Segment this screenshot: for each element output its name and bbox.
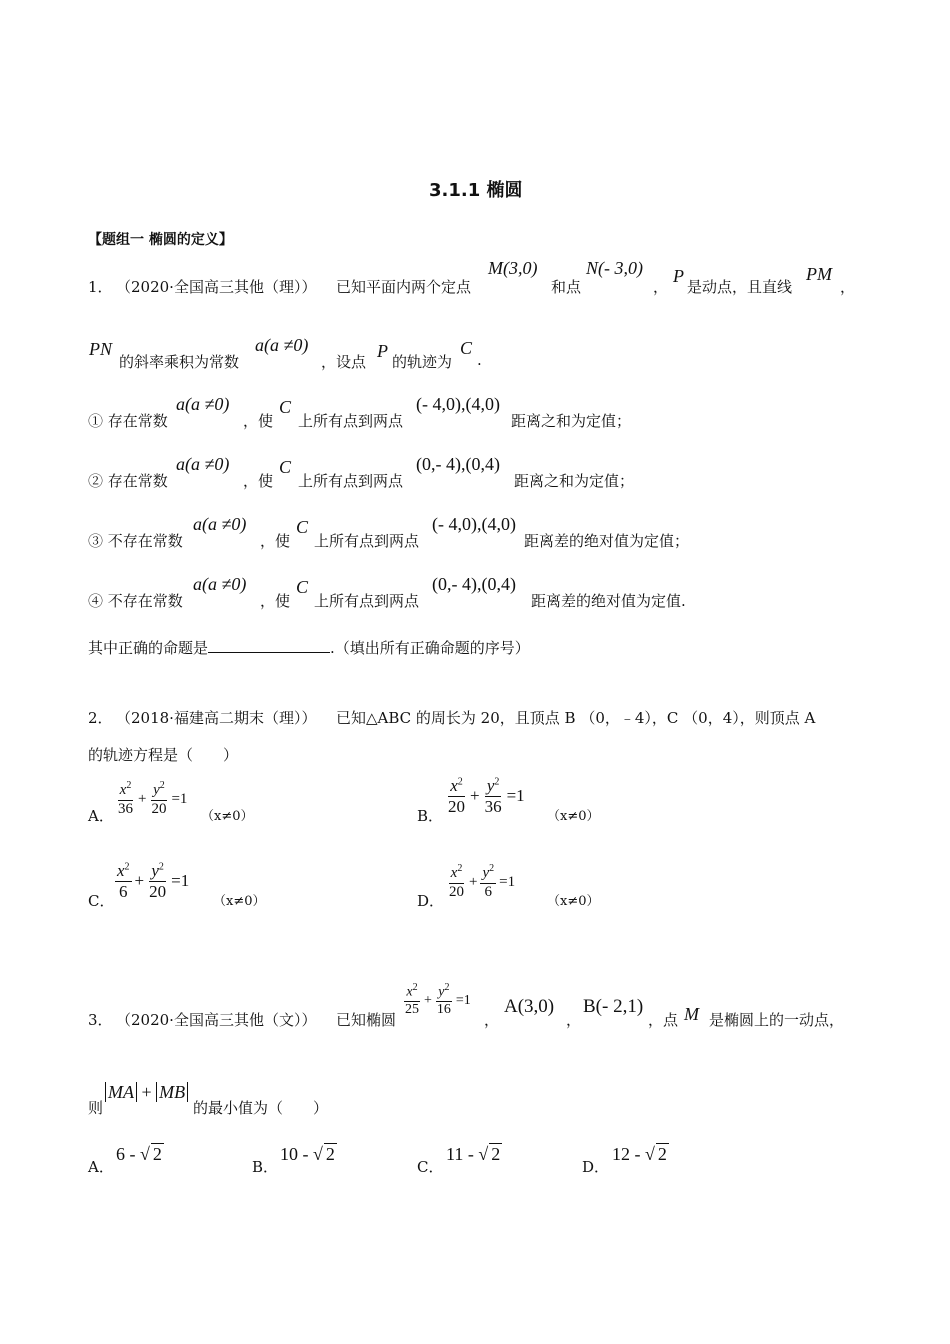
q3-source: （2020·全国高三其他（文）） [116,1011,317,1029]
q3-text-1: 已知椭圆 [336,1011,397,1029]
q1-a-condition: a(a ≠0) [255,335,309,355]
option-text: 距离差的绝对值为定值； [524,532,690,550]
choice-label: B． [252,1158,279,1176]
choice-value: 6 - √ 2 [116,1144,162,1164]
q1-text-6: 的斜率乘积为常数 [119,353,240,371]
q1-text-5: ， [840,278,856,296]
q1-p: P [673,266,684,286]
option-points: (- 4,0),(4,0) [432,514,516,534]
option-points: (- 4,0),(4,0) [416,394,500,414]
choice-label: C． [88,892,115,910]
q1-c: C [460,338,473,358]
q1-text-3: ， [653,278,669,296]
q1-text-8: 的轨迹为 [392,353,453,371]
option-text: 上所有点到两点 [314,592,420,610]
answer-suffix: .（填出所有正确命题的序号） [330,639,530,657]
q3-line-2-prefix: 则 [88,1099,104,1117]
q2-line-2: 的轨迹方程是（ ） [88,746,239,764]
q2-line-1: 已知△ABC 的周长为 20，且顶点 B （0，﹣4），C （0，4），则顶点 A [336,709,816,727]
q3-abs-expression: MA + MB [105,1082,188,1103]
choice-label: B． [417,807,444,825]
option-c: C [296,577,309,597]
page-title: 3.1.1 椭圆 [429,180,523,201]
option-text: 上所有点到两点 [298,412,404,430]
q3-m: M [684,1004,699,1024]
answer-prefix: 其中正确的命题是 [88,639,209,657]
q3-text-2: ， [484,1011,500,1029]
option-prefix: ④ 不存在常数 [88,592,183,610]
q2-source: （2018·福建高二期末（理）） [116,709,317,727]
q1-p2: P [377,341,388,361]
q3-text-5: 是椭圆上的一动点， [709,1011,845,1029]
q2-number: 2． [88,709,113,727]
q1-text-4: 是动点，且直线 [687,278,793,296]
option-text: ，使 [243,412,274,430]
section-heading: 【题组一 椭圆的定义】 [88,232,233,248]
q3-ellipse-equation: $\frac{x^2}{25}$ + $\frac{y^2}{16}$ =1 [405,982,471,1018]
option-a-condition: a(a ≠0) [193,574,247,594]
choice-value: 10 - √ 2 [280,1144,335,1164]
choice-label: A． [88,807,114,825]
option-text: 距离之和为定值； [511,412,632,430]
choice-label: D． [582,1158,610,1176]
option-a-condition: a(a ≠0) [176,454,230,474]
choice-equation: $\frac{x^2}{20}$ + $\frac{y^2}{6}$ =1 [449,863,516,900]
choice-value: 12 - √ 2 [612,1144,667,1164]
q3-text-4: ，点 [648,1011,679,1029]
option-points: (0,- 4),(0,4) [416,454,500,474]
option-text: ，使 [243,472,274,490]
choice-label: D． [417,892,445,910]
option-text: 上所有点到两点 [314,532,420,550]
option-a-condition: a(a ≠0) [176,394,230,414]
answer-blank[interactable] [208,638,330,653]
choice-equation: $\frac{x^2}{36}$ + $\frac{y^2}{20}$ =1 [118,780,188,817]
q3-text-3: ， [566,1011,582,1029]
choice-label: A． [88,1158,114,1176]
q1-number: 1． [88,278,113,296]
q1-text-2: 和点 [551,278,582,296]
q1-source: （2020·全国高三其他（理）） [116,278,317,296]
option-c: C [279,457,292,477]
q1-answer-line [88,637,530,658]
option-points: (0,- 4),(0,4) [432,574,516,594]
option-prefix: ③ 不存在常数 [88,532,183,550]
choice-label: C． [417,1158,444,1176]
option-prefix: ① 存在常数 [88,412,168,430]
option-text: ，使 [260,592,291,610]
q1-text-7: ，设点 [321,353,367,371]
q3-number: 3． [88,1011,113,1029]
q1-point-m: M(3,0) [488,258,538,278]
option-text: 距离之和为定值； [514,472,635,490]
choice-condition: （x≠0） [213,894,266,909]
q3-line-2-suffix: 的最小值为（ ） [193,1099,329,1117]
choice-condition: （x≠0） [201,809,254,824]
q3-point-a: A(3,0) [504,996,555,1017]
q1-pn: PN [89,339,113,359]
choice-condition: （x≠0） [547,809,600,824]
q3-point-b: B(- 2,1) [583,996,644,1017]
choice-value: 11 - √ 2 [446,1144,501,1164]
option-a-condition: a(a ≠0) [193,514,247,534]
option-text: 上所有点到两点 [298,472,404,490]
q1-text-9: . [477,351,482,369]
q1-text-1: 已知平面内两个定点 [336,278,472,296]
option-text: ，使 [260,532,291,550]
option-c: C [296,517,309,537]
q1-pm: PM [806,264,832,284]
option-prefix: ② 存在常数 [88,472,168,490]
choice-condition: （x≠0） [547,894,600,909]
q1-point-n: N(- 3,0) [586,258,643,278]
option-text: 距离差的绝对值为定值. [531,592,686,610]
option-c: C [279,397,292,417]
choice-equation: $\frac{x^2}{20}$ + $\frac{y^2}{36}$ =1 [448,776,525,816]
choice-equation: $\frac{x^2}{6}$ + $\frac{y^2}{20}$ =1 [117,861,190,901]
